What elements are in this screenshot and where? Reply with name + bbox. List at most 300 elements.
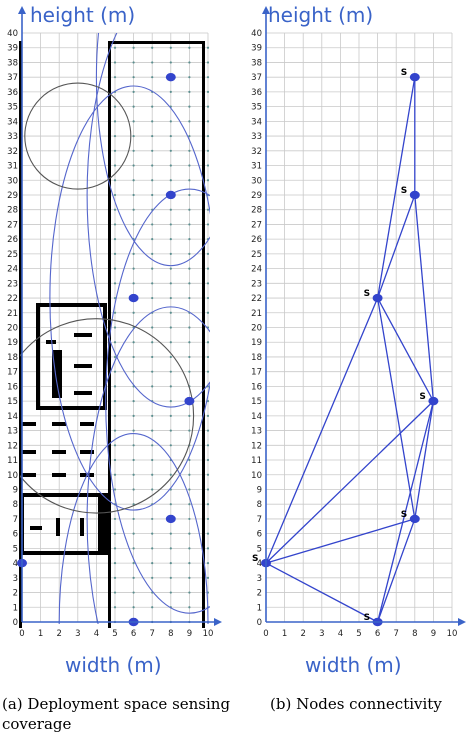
panel-a-x-tick-label: 2 — [56, 629, 62, 639]
corridor-grid-dot — [114, 47, 116, 49]
panel-b-x-tick-label: 9 — [430, 629, 437, 639]
corridor-grid-dot — [170, 61, 172, 63]
corridor-top-wall — [110, 41, 205, 44]
panel-a-y-tick-label: 32 — [7, 146, 18, 157]
panel-a-x-tick-label: 1 — [37, 629, 44, 639]
network-node — [373, 294, 383, 302]
panel-a-y-tick-label: 40 — [7, 29, 18, 39]
corridor-grid-dot — [207, 444, 209, 446]
corridor-grid-dot — [170, 312, 172, 314]
corridor-grid-dot — [151, 61, 153, 63]
corridor-grid-dot — [207, 371, 209, 373]
corridor-grid-dot — [188, 474, 190, 476]
corridor-grid-dot — [114, 562, 116, 564]
corridor-grid-dot — [170, 371, 172, 373]
panel-b-y-tick-label: 0 — [256, 618, 262, 628]
corridor-grid-dot — [170, 282, 172, 284]
panel-a-x-tick-label: 9 — [186, 629, 193, 639]
panel-a-y-tick-label: 19 — [7, 338, 18, 349]
corridor-grid-dot — [170, 591, 172, 593]
corridor-grid-dot — [207, 106, 209, 108]
panel-a-y-tick-label: 25 — [7, 249, 18, 260]
panel-b-nodes-connectivity — [251, 3, 466, 677]
panel-a-y-tick-label: 1 — [12, 603, 18, 614]
corridor-grid-dot — [188, 209, 190, 211]
corridor-grid-dot — [114, 606, 116, 608]
corridor-grid-dot — [207, 91, 209, 93]
corridor-grid-dot — [114, 282, 116, 284]
panel-a-y-tick-label: 10 — [7, 470, 18, 481]
corridor-grid-dot — [114, 150, 116, 152]
panel-a-y-tick-label: 22 — [7, 294, 18, 305]
corridor-grid-dot — [170, 400, 172, 402]
panel-b-x-tick-label: 2 — [300, 629, 306, 639]
corridor-grid-dot — [114, 164, 116, 166]
network-node — [428, 397, 438, 405]
corridor-grid-dot — [151, 135, 153, 137]
corridor-grid-dot — [151, 547, 153, 549]
corridor-grid-dot — [114, 135, 116, 137]
panel-b-y-tick-label: 10 — [251, 470, 262, 481]
corridor-grid-dot — [133, 356, 135, 358]
corridor-grid-dot — [114, 61, 116, 63]
corridor-grid-dot — [151, 297, 153, 299]
panel-a-y-tick-label: 2 — [12, 588, 18, 599]
corridor-grid-dot — [151, 356, 153, 358]
corridor-grid-dot — [207, 61, 209, 63]
corridor-grid-dot — [170, 91, 172, 93]
panel-a-y-tick-label: 26 — [7, 235, 18, 246]
corridor-grid-dot — [188, 47, 190, 49]
corridor-grid-dot — [207, 518, 209, 520]
node-label: S — [400, 185, 408, 196]
network-node — [410, 191, 420, 199]
corridor-grid-dot — [170, 356, 172, 358]
corridor-grid-dot — [207, 150, 209, 152]
panel-a-x-axis-title: width (m) — [65, 653, 162, 677]
corridor-grid-dot — [114, 474, 116, 476]
panel-a-y-tick-label: 27 — [7, 220, 18, 231]
panel-a-y-tick-label: 5 — [12, 544, 18, 555]
corridor-grid-dot — [114, 415, 116, 417]
corridor-grid-dot — [188, 253, 190, 255]
panel-a-y-tick-label: 20 — [7, 323, 18, 334]
corridor-grid-dot — [188, 562, 190, 564]
panel-a-y-tick-label: 37 — [7, 73, 18, 84]
panel-b-x-axis-arrow — [458, 618, 466, 626]
panel-a-y-tick-label: 24 — [7, 264, 18, 275]
panel-a-y-tick-label: 8 — [12, 500, 18, 511]
panel-a-x-tick-label: 3 — [75, 629, 81, 639]
corridor-grid-dot — [207, 179, 209, 181]
corridor-grid-dot — [188, 326, 190, 328]
corridor-grid-dot — [170, 164, 172, 166]
corridor-grid-dot — [133, 120, 135, 122]
sensor-node — [166, 515, 176, 523]
corridor-grid-dot — [151, 164, 153, 166]
corridor-grid-dot — [133, 488, 135, 490]
corridor-grid-dot — [114, 518, 116, 520]
panel-a-caption — [2, 695, 235, 733]
panel-b-y-tick-label: 3 — [256, 573, 262, 584]
corridor-grid-dot — [207, 503, 209, 505]
corridor-grid-dot — [151, 326, 153, 328]
panel-a-y-tick-label: 29 — [7, 190, 18, 201]
panel-b-y-tick-label: 40 — [251, 29, 262, 39]
panel-a-caption-line1: (a) Deployment space sensing — [2, 695, 231, 713]
corridor-grid-dot — [133, 547, 135, 549]
network-node — [410, 515, 420, 523]
panel-b-y-tick-label: 25 — [251, 249, 262, 260]
corridor-grid-dot — [188, 503, 190, 505]
room-upper-outline — [38, 305, 105, 408]
corridor-grid-dot — [207, 474, 209, 476]
corridor-grid-dot — [170, 474, 172, 476]
panel-b-y-tick-label: 12 — [251, 441, 262, 452]
corridor-grid-dot — [170, 503, 172, 505]
panel-a-x-tick-label: 4 — [93, 629, 100, 639]
corridor-grid-dot — [133, 591, 135, 593]
corridor-grid-dot — [114, 268, 116, 270]
corridor-grid-dot — [188, 577, 190, 579]
corridor-grid-dot — [188, 179, 190, 181]
panel-b-x-tick-label: 6 — [374, 629, 381, 639]
panel-a-x-tick-label: 7 — [149, 629, 155, 639]
corridor-grid-dot — [188, 371, 190, 373]
corridor-grid-dot — [188, 238, 190, 240]
panel-b-x-tick-label: 3 — [319, 629, 325, 639]
panel-a-y-tick-label: 13 — [7, 426, 18, 437]
panel-b-y-tick-label: 16 — [251, 382, 262, 393]
corridor-grid-dot — [133, 429, 135, 431]
panel-b-y-tick-label: 28 — [251, 205, 262, 216]
corridor-grid-dot — [114, 76, 116, 78]
corridor-grid-dot — [151, 150, 153, 152]
corridor-grid-dot — [170, 341, 172, 343]
corridor-grid-dot — [151, 415, 153, 417]
corridor-grid-dot — [114, 459, 116, 461]
corridor-grid-dot — [114, 547, 116, 549]
corridor-grid-dot — [188, 488, 190, 490]
corridor-grid-dot — [114, 312, 116, 314]
corridor-grid-dot — [170, 135, 172, 137]
corridor-grid-dot — [151, 106, 153, 108]
panel-b-y-tick-label: 27 — [251, 220, 262, 231]
corridor-grid-dot — [188, 341, 190, 343]
corridor-grid-dot — [188, 606, 190, 608]
panel-b-y-tick-label: 30 — [251, 176, 262, 187]
corridor-grid-dot — [207, 135, 209, 137]
panel-a-caption-line2: coverage — [2, 715, 72, 733]
panel-a-y-tick-label: 3 — [12, 573, 18, 584]
panel-b-y-tick-label: 5 — [256, 544, 262, 555]
panel-b-x-tick-label: 4 — [337, 629, 344, 639]
panel-b-x-tick-label: 10 — [446, 629, 458, 639]
corridor-grid-dot — [151, 179, 153, 181]
corridor-grid-dot — [170, 120, 172, 122]
corridor-grid-dot — [114, 106, 116, 108]
corridor-grid-dot — [207, 76, 209, 78]
corridor-grid-dot — [188, 429, 190, 431]
corridor-grid-dot — [151, 429, 153, 431]
sensor-node — [166, 191, 176, 199]
node-label: S — [363, 289, 371, 300]
panel-a-x-axis-arrow — [214, 618, 222, 626]
corridor-grid-dot — [114, 238, 116, 240]
corridor-grid-dot — [188, 135, 190, 137]
corridor-grid-dot — [207, 164, 209, 166]
corridor-grid-dot — [207, 223, 209, 225]
corridor-grid-dot — [188, 297, 190, 299]
panel-b-y-tick-label: 23 — [251, 279, 262, 290]
corridor-grid-dot — [114, 356, 116, 358]
corridor-grid-dot — [133, 268, 135, 270]
panel-a-grid-dots — [114, 47, 209, 623]
corridor-grid-dot — [207, 577, 209, 579]
panel-a-y-tick-label: 12 — [7, 441, 18, 452]
corridor-grid-dot — [151, 120, 153, 122]
corridor-grid-dot — [188, 61, 190, 63]
corridor-grid-dot — [151, 474, 153, 476]
corridor-grid-dot — [133, 415, 135, 417]
node-label: S — [363, 613, 371, 623]
node-label: S — [400, 509, 408, 520]
corridor-grid-dot — [114, 444, 116, 446]
panel-a-x-tick-label: 5 — [112, 629, 118, 639]
corridor-grid-dot — [133, 459, 135, 461]
panel-a-y-tick-label: 39 — [7, 43, 18, 54]
corridor-grid-dot — [151, 562, 153, 564]
corridor-grid-dot — [151, 194, 153, 196]
corridor-right-wall — [202, 41, 205, 628]
panel-b-y-tick-label: 39 — [251, 43, 262, 54]
corridor-grid-dot — [133, 150, 135, 152]
corridor-grid-dot — [207, 47, 209, 49]
corridor-grid-dot — [114, 400, 116, 402]
panel-b-x-axis-title: width (m) — [305, 653, 402, 677]
corridor-grid-dot — [133, 194, 135, 196]
corridor-grid-dot — [207, 429, 209, 431]
panel-a-y-tick-label: 9 — [12, 485, 18, 496]
corridor-grid-dot — [188, 356, 190, 358]
corridor-grid-dot — [188, 459, 190, 461]
panel-b-y-tick-label: 14 — [251, 411, 262, 422]
corridor-grid-dot — [151, 371, 153, 373]
panel-a-y-tick-label: 34 — [7, 117, 18, 128]
panel-b-y-tick-label: 21 — [251, 308, 262, 319]
panel-a-y-axis-arrow — [18, 6, 26, 14]
corridor-grid-dot — [151, 606, 153, 608]
panel-a-y-axis-title: height (m) — [30, 3, 136, 27]
corridor-grid-dot — [133, 518, 135, 520]
panel-b-x-tick-label: 8 — [412, 629, 418, 639]
corridor-grid-dot — [133, 312, 135, 314]
corridor-grid-dot — [207, 282, 209, 284]
panel-a-y-tick-label: 35 — [7, 102, 18, 113]
panel-a-y-tick-label: 17 — [7, 367, 18, 378]
corridor-grid-dot — [207, 268, 209, 270]
corridor-grid-dot — [207, 562, 209, 564]
panel-b-y-tick-label: 24 — [251, 264, 262, 275]
panel-a-x-tick-label: 6 — [130, 629, 137, 639]
panel-b-y-tick-label: 4 — [256, 559, 262, 570]
corridor-grid-dot — [170, 326, 172, 328]
corridor-grid-dot — [170, 444, 172, 446]
corridor-grid-dot — [114, 385, 116, 387]
panel-b-y-tick-label: 13 — [251, 426, 262, 437]
corridor-grid-dot — [151, 488, 153, 490]
corridor-grid-dot — [151, 47, 153, 49]
corridor-grid-dot — [170, 429, 172, 431]
panel-b-edges — [266, 77, 433, 622]
panel-a-y-tick-label: 36 — [7, 87, 18, 98]
corridor-grid-dot — [133, 606, 135, 608]
corridor-grid-dot — [151, 533, 153, 535]
corridor-grid-dot — [133, 179, 135, 181]
corridor-grid-dot — [133, 474, 135, 476]
panel-b-y-tick-label: 18 — [251, 352, 262, 363]
panel-a-y-tick-label: 31 — [7, 161, 18, 172]
node-label: S — [419, 392, 426, 403]
corridor-grid-dot — [207, 356, 209, 358]
corridor-grid-dot — [133, 164, 135, 166]
panel-a-y-tick-label: 18 — [7, 352, 18, 363]
corridor-grid-dot — [133, 61, 135, 63]
corridor-grid-dot — [133, 106, 135, 108]
corridor-grid-dot — [133, 47, 135, 49]
panel-a-y-tick-label: 7 — [12, 514, 18, 525]
corridor-grid-dot — [114, 371, 116, 373]
corridor-grid-dot — [170, 533, 172, 535]
panel-b-y-tick-label: 8 — [256, 500, 262, 511]
corridor-grid-dot — [207, 459, 209, 461]
panel-b-y-tick-label: 32 — [251, 146, 262, 157]
panel-b-y-tick-label: 2 — [256, 588, 262, 599]
corridor-grid-dot — [188, 223, 190, 225]
corridor-grid-dot — [188, 91, 190, 93]
panel-a-y-tick-label: 6 — [12, 529, 18, 540]
corridor-grid-dot — [133, 562, 135, 564]
panel-b-y-tick-label: 36 — [251, 87, 262, 98]
corridor-grid-dot — [151, 459, 153, 461]
corridor-grid-dot — [188, 282, 190, 284]
corridor-grid-dot — [170, 268, 172, 270]
corridor-grid-dot — [151, 444, 153, 446]
corridor-grid-dot — [133, 209, 135, 211]
corridor-grid-dot — [114, 533, 116, 535]
panel-b-x-tick-label: 0 — [263, 629, 269, 639]
corridor-grid-dot — [133, 253, 135, 255]
panel-b-y-tick-label: 33 — [251, 132, 262, 143]
panel-b-y-tick-label: 1 — [256, 603, 262, 614]
panel-b-x-tick-label: 1 — [281, 629, 288, 639]
corridor-grid-dot — [207, 547, 209, 549]
panel-b-y-tick-label: 35 — [251, 102, 262, 113]
panel-b-y-tick-label: 37 — [251, 73, 262, 84]
corridor-grid-dot — [114, 429, 116, 431]
corridor-grid-dot — [207, 341, 209, 343]
panel-b-x-tick-label: 5 — [356, 629, 362, 639]
corridor-grid-dot — [114, 326, 116, 328]
panel-b-y-tick-label: 26 — [251, 235, 262, 246]
corridor-grid-dot — [188, 120, 190, 122]
corridor-grid-dot — [133, 577, 135, 579]
corridor-grid-dot — [188, 106, 190, 108]
corridor-grid-dot — [170, 47, 172, 49]
corridor-grid-dot — [114, 179, 116, 181]
sensor-node — [184, 397, 194, 405]
corridor-grid-dot — [114, 591, 116, 593]
corridor-grid-dot — [170, 297, 172, 299]
panel-b-y-tick-label: 19 — [251, 338, 262, 349]
corridor-grid-dot — [170, 562, 172, 564]
panel-b-y-tick-label: 17 — [251, 367, 262, 378]
panel-b-y-tick-label: 22 — [251, 294, 262, 305]
corridor-grid-dot — [114, 488, 116, 490]
node-label: S — [400, 68, 408, 79]
corridor-grid-dot — [207, 297, 209, 299]
corridor-grid-dot — [114, 253, 116, 255]
corridor-grid-dot — [188, 415, 190, 417]
corridor-grid-dot — [207, 253, 209, 255]
corridor-grid-dot — [207, 209, 209, 211]
sensor-node — [166, 73, 176, 81]
panel-a-y-tick-label: 23 — [7, 279, 18, 290]
corridor-grid-dot — [151, 76, 153, 78]
panel-b-y-tick-label: 34 — [251, 117, 262, 128]
corridor-grid-dot — [114, 223, 116, 225]
corridor-grid-dot — [170, 385, 172, 387]
panel-b-caption: (b) Nodes connectivity — [270, 695, 442, 713]
corridor-grid-dot — [151, 282, 153, 284]
corridor-grid-dot — [207, 488, 209, 490]
corridor-grid-dot — [188, 76, 190, 78]
corridor-grid-dot — [170, 150, 172, 152]
corridor-grid-dot — [188, 150, 190, 152]
corridor-grid-dot — [170, 209, 172, 211]
corridor-grid-dot — [188, 268, 190, 270]
corridor-grid-dot — [170, 577, 172, 579]
corridor-grid-dot — [207, 120, 209, 122]
panel-b-y-tick-label: 38 — [251, 58, 262, 69]
corridor-grid-dot — [151, 223, 153, 225]
corridor-grid-dot — [188, 591, 190, 593]
panel-b-y-tick-label: 7 — [256, 514, 262, 525]
corridor-grid-dot — [133, 223, 135, 225]
panel-a-y-tick-label: 11 — [7, 456, 18, 467]
corridor-grid-dot — [151, 238, 153, 240]
panel-b-y-tick-label: 20 — [251, 323, 262, 334]
corridor-grid-dot — [170, 223, 172, 225]
corridor-grid-dot — [170, 253, 172, 255]
panel-b-y-tick-label: 15 — [251, 397, 262, 408]
network-node — [410, 73, 420, 81]
corridor-grid-dot — [133, 76, 135, 78]
corridor-grid-dot — [170, 179, 172, 181]
panel-a-y-tick-label: 4 — [12, 559, 18, 570]
corridor-grid-dot — [114, 194, 116, 196]
corridor-grid-dot — [133, 444, 135, 446]
panel-a-y-tick-label: 16 — [7, 382, 18, 393]
corridor-grid-dot — [207, 312, 209, 314]
panel-b-x-tick-label: 7 — [393, 629, 399, 639]
node-label: S — [252, 554, 259, 565]
corridor-grid-dot — [114, 120, 116, 122]
panel-a-x-tick-label: 10 — [202, 629, 214, 639]
panel-a-y-tick-label: 21 — [7, 308, 18, 319]
corridor-grid-dot — [151, 385, 153, 387]
corridor-grid-dot — [114, 209, 116, 211]
